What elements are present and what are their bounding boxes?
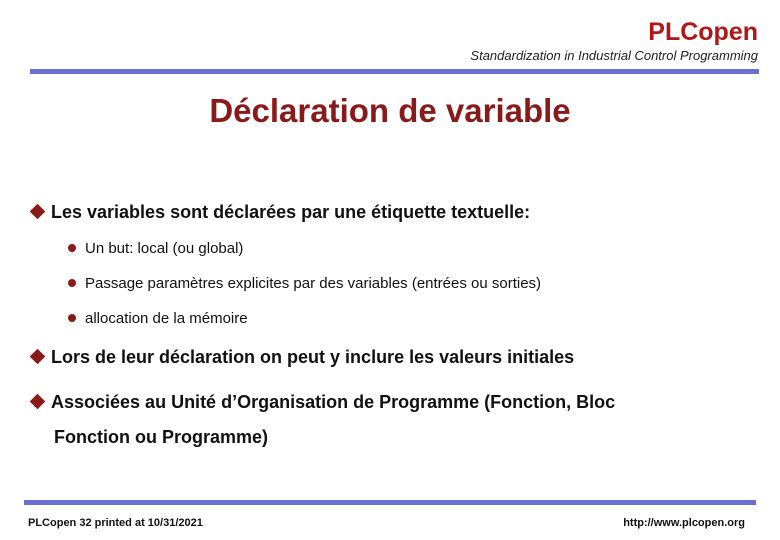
dot-bullet-icon — [68, 314, 76, 322]
header-divider — [30, 69, 759, 74]
footer-url: http://www.plcopen.org — [623, 517, 745, 529]
brand-logo: PLCopen — [648, 18, 758, 46]
sub-bullet-item — [68, 275, 541, 292]
bullet-item — [32, 347, 574, 368]
bullet-text: Associées au Unité d’Organisation de Programme (Fonction, Bloc — [51, 392, 616, 412]
dot-bullet-icon — [68, 244, 76, 252]
diamond-bullet-icon — [30, 204, 46, 220]
diamond-bullet-icon — [30, 394, 46, 410]
sub-bullet-text: Un but: local (ou global) — [85, 240, 244, 257]
bullet-continuation: Fonction ou Programme) — [54, 427, 269, 447]
sub-bullet-text: allocation de la mémoire — [85, 310, 248, 327]
bullet-item — [32, 202, 530, 223]
brand-tagline: Standardization in Industrial Control Programming — [470, 48, 758, 63]
sub-bullet-text: Passage paramètres explicites par des variables (entrées ou sorties) — [85, 275, 542, 292]
bullet-item — [32, 392, 615, 413]
footer-info: PLCopen 32 printed at 10/31/2021 — [28, 517, 203, 529]
dot-bullet-icon — [68, 279, 76, 287]
bullet-text: Lors de leur déclaration on peut y inclure les valeurs initiales — [51, 347, 575, 367]
slide-title: Déclaration de variable — [209, 92, 571, 129]
bullet-text: Les variables sont déclarées par une étiquette textuelle: — [51, 202, 531, 222]
sub-bullet-item — [68, 240, 243, 257]
diamond-bullet-icon — [30, 349, 46, 365]
sub-bullet-item — [68, 310, 248, 327]
footer-divider — [24, 500, 756, 505]
